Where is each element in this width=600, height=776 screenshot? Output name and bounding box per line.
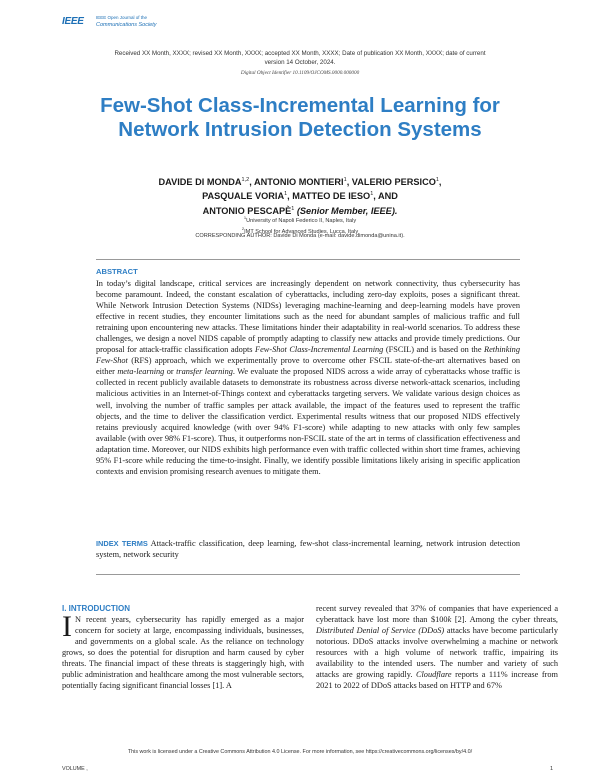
author-name: , VALERIO PERSICO — [346, 177, 436, 188]
index-terms-label: INDEX TERMS — [96, 539, 148, 548]
author-affil-sup: 1,2 — [241, 177, 250, 183]
author-name: DAVIDE DI MONDA — [158, 177, 242, 188]
author-name: , ANTONIO MONTIERI — [249, 177, 344, 188]
author-name: ANTONIO PESCAPÈ — [202, 206, 292, 216]
doi: Digital Object Identifier 10.1109/OJCOMS.0000.000000 — [240, 70, 360, 76]
intro-column-left: I N recent years, cybersecurity has rapidly emerged as a major concern for society at large, encompassing individuals, businesses, and governments on a global scale. As the reliance on technology grows, so does the potential for disruption and harm caused by cyber threats. The financial impact of these threats is staggeringly high, with public administration and healthcare among the most vulnerable sectors, potentially facing significant financial losses [1]. A — [62, 610, 304, 691]
drop-cap: I — [62, 610, 72, 643]
author-affil-sup: 1 — [284, 191, 288, 198]
author-affil-sup: 1 — [291, 205, 295, 212]
author-name: , MATTEO DE IESO — [287, 191, 371, 202]
author-affil-sup: 1 — [343, 177, 347, 183]
author-sep: , AND — [373, 191, 398, 202]
divider-bottom — [96, 574, 520, 575]
abstract-text: In today’s digital landscape, critical services are increasingly dependent on network connectivity, thus cybersecurity has become paramount. Indeed, the constant escalation of cyberattacks, including zero-day exploits, poses a significant threat. While Network Intrusion Detection Systems (NIDSs) leveraging machine-learning and deep-learning models have proven effective in recent studies, they encounter limitations such as the need for abundant samples of malicious traffic and full retraining upon encountering new attacks. These limitations hinder their adaptability in real-world scenarios. To address these challenges, we design a novel NIDS capable of promptly adapting to classify new attacks and provide timely predictions. Our proposal for attack-traffic classification adopts Few-Shot Class-Incremental Learning (FSCIL) and is based on the Rethinking Few-Shot (RFS) approach, which we experimentally prove to overcome other FSCIL state-of-the-art alternatives based on either meta-learning or transfer learning. We evaluate the proposed NIDS across a wide array of cyberattacks whose traffic is collected in recent publicly available datasets to demonstrate its robustness across diverse network-attack scenarios, including malicious activities in an Internet-of-Things context and cyberattacks targeting servers. We validate various design choices as well, involving the number of traffic samples per attack available, the impact of the features used to represent the traffic objects, and the time to deliver the classification verdict. Experimental results witness that our proposed NIDS effectively retains previously acquired knowledge (with over 94% F1-score) while adapting to new attacks with only few samples available (with over 98% F1-score). Thus, it outperforms non-FSCIL state of the art in terms of classification effectiveness and adaptation time. Moreover, our NIDS exhibits high performance even with traffic collected within short time frames, achieving 95% F1-score while reducing the time-to-insight. Finally, we identify possible limitations likely arising in specific application contexts and envision promising research avenues to mitigate them. — [96, 279, 520, 476]
index-terms — [96, 538, 520, 560]
author-list — [110, 174, 490, 217]
volume-label: VOLUME , — [62, 766, 88, 772]
author-affil-sup: 1 — [435, 177, 439, 183]
author-affil-sup: 1 — [370, 191, 374, 198]
journal-logo — [62, 14, 182, 32]
affiliation-item: $^2$IMT School for Advanced Studies, Lucca, Italy — [241, 225, 359, 235]
abstract-heading: ABSTRACT — [96, 267, 138, 276]
corresponding-author: CORRESPONDING AUTHOR: Davide Di Monda (e-mail: davide.dimonda@unina.it). — [195, 233, 405, 239]
affiliation-item: $^1$University of Napoli Federico II, Naples, Italy — [243, 215, 357, 224]
license-notice: This work is licensed under a Creative Commons Attribution 4.0 License. For more information, see https://creativecommons.org/licenses/by/4.0/ — [127, 749, 473, 755]
divider-top — [96, 259, 520, 260]
author-name: PASQUALE VORIA — [202, 191, 285, 202]
logo-journal-line: IEEE Open Journal of the — [96, 15, 148, 20]
paper-title: Few-Shot Class-Incremental Learning for Network Intrusion Detection Systems — [100, 94, 500, 141]
logo-society-name: Communications Society — [96, 22, 157, 28]
logo-mark: IEEE — [62, 16, 84, 27]
page-number: 1 — [550, 766, 554, 772]
author-membership: (Senior Member, IEEE). — [294, 206, 398, 216]
index-terms-text: Attack-traffic classification, deep learning, few-shot class-incremental learning, network intrusion detection system, network security — [96, 539, 520, 560]
intro-column-right: recent survey revealed that 37% of companies that have experienced a cyberattack have lost more than $100k [2]. Among the cyber threats, Distributed Denial of Service (DDoS) attacks have become particularly notorious. DDoS attacks involve overwhelming a machine or network resources with a high volume of network traffic, impairing its availability to the intended users. The number and variety of such attacks are growing rapidly. Cloudflare reports a 111% increase from 2021 to 2022 of DDoS attacks based on HTTP and 67% — [316, 604, 558, 691]
section-heading-introduction: I. INTRODUCTION — [62, 604, 130, 613]
author-sep: , — [438, 177, 442, 188]
received-dates: Received XX Month, XXXX; revised XX Month, XXXX; accepted XX Month, XXXX; Date of publication XX Month, XXXX; date of current version 14 October, 2024. — [114, 50, 486, 66]
